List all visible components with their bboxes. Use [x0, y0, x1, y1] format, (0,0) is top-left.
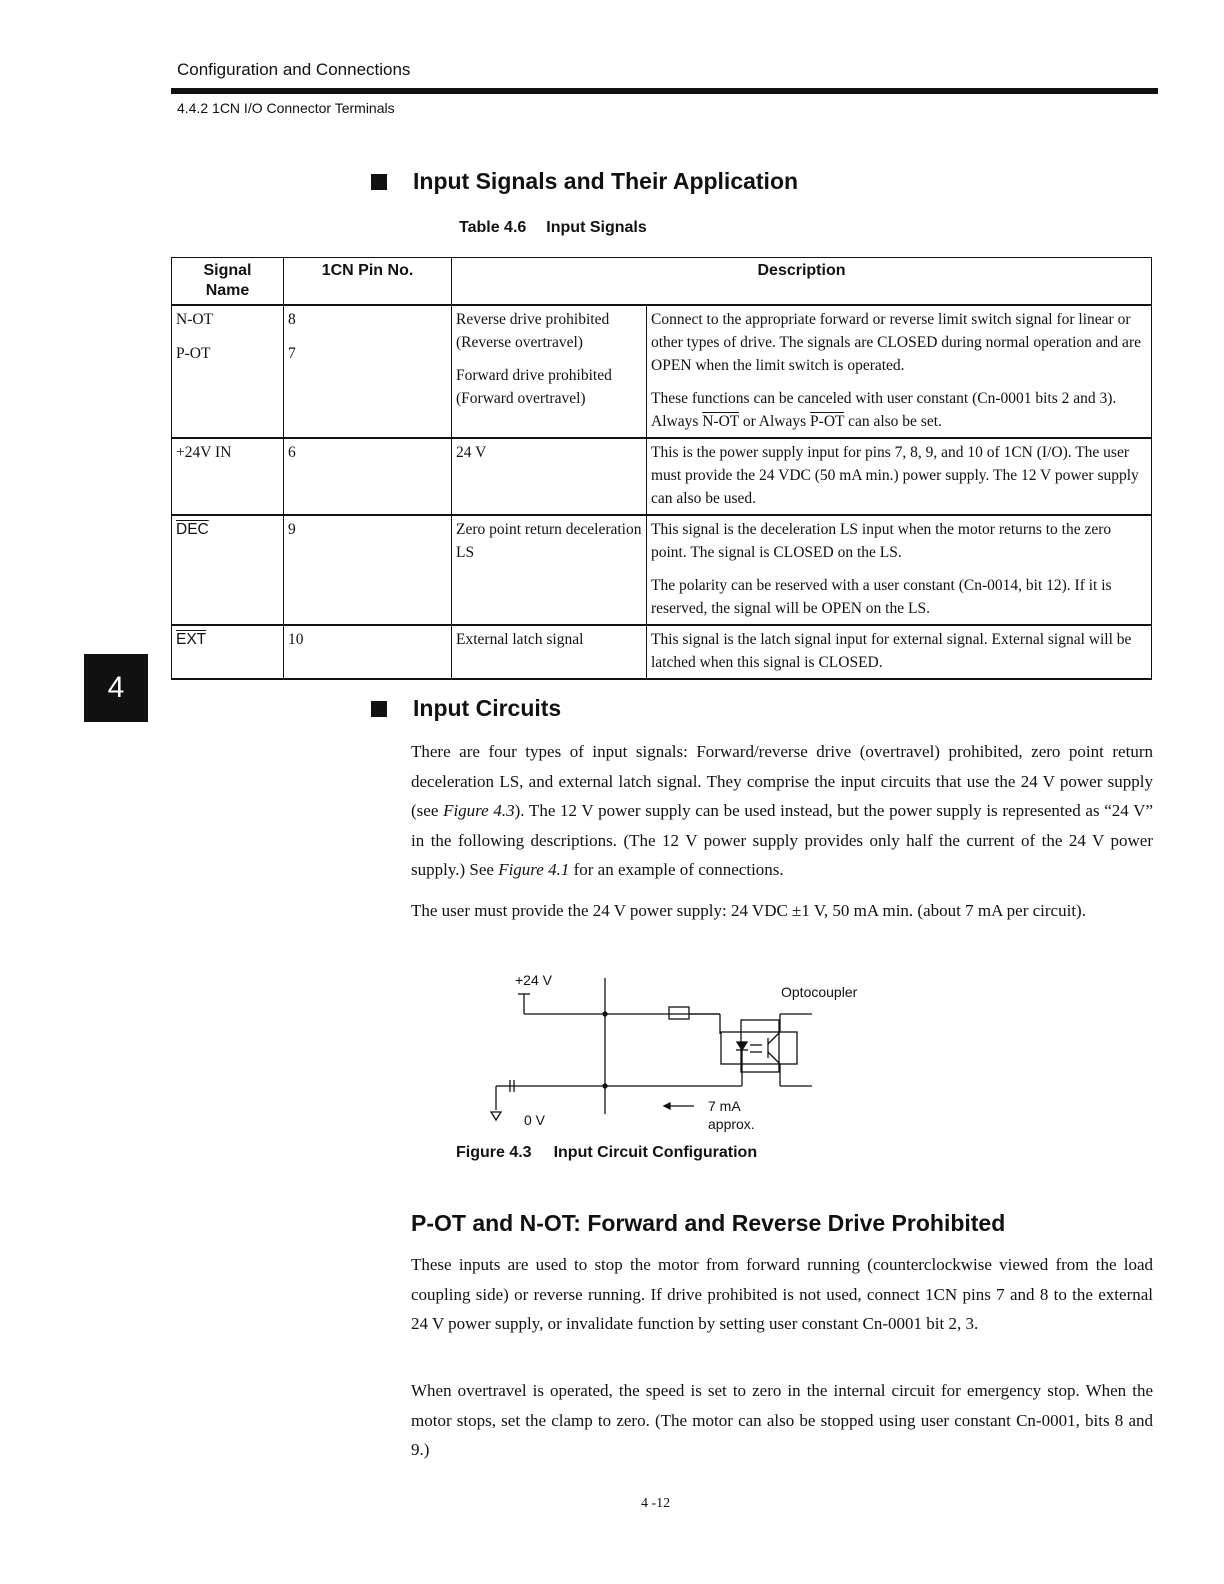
signal-name: P-OT	[176, 345, 211, 362]
signal-detail: These functions can be canceled with user constant (Cn-0001 bits 2 and 3). Always N-OT or Always P-OT can also be set.	[651, 390, 1117, 430]
pin-number: 6	[284, 438, 452, 515]
signal-name: +24V IN	[172, 438, 284, 515]
table-row	[172, 625, 1152, 679]
table-row	[172, 515, 1152, 625]
pin-number: 8	[288, 311, 296, 328]
table-caption-title: Input Signals	[546, 219, 647, 236]
square-bullet-icon	[371, 174, 387, 190]
input-circuits-paragraph: There are four types of input signals: Forward/reverse drive (overtravel) prohibited, zero point return deceleration LS, and external latch signal. They comprise the input circuits that use the 24 V power supply (see Figure 4.3). The 12 V power supply can be used instead, but the power supply is represented as “24 V” in the following descriptions. (The 12 V power supply provides only half the current of the 24 V power supply.) See Figure 4.1 for an example of connections.	[411, 742, 1153, 879]
signal-function: External latch signal	[452, 625, 647, 679]
signal-function: Reverse drive prohibited (Reverse overtravel)	[456, 311, 610, 351]
chapter-tab: 4	[84, 654, 148, 722]
column-header-pin: 1CN Pin No.	[284, 258, 452, 306]
signal-name: $\overline{EXT}$	[176, 631, 207, 648]
input-signals-table	[171, 257, 1152, 680]
table-row	[172, 438, 1152, 515]
overtravel-paragraph: When overtravel is operated, the speed is set to zero in the internal circuit for emergency stop. When the motor stops, set the clamp to zero. (The motor can also be stopped using user constant Cn-0001, bits 8 and 9.)	[411, 1381, 1153, 1459]
section-heading-input-circuits	[371, 695, 561, 722]
column-header-description: Description	[452, 258, 1152, 306]
section-heading-input-signals	[371, 168, 798, 195]
pin-number: 7	[288, 345, 296, 362]
power-supply-paragraph: The user must provide the 24 V power supply: 24 VDC ±1 V, 50 mA min. (about 7 mA per circuit).	[411, 901, 1086, 920]
table-caption-number: Table 4.6	[459, 219, 527, 236]
signal-detail: Connect to the appropriate forward or reverse limit switch signal for linear or other types of drive. The signals are CLOSED during normal operation and are OPEN when the limit switch is operated.	[651, 311, 1141, 374]
pin-number: 9	[284, 515, 452, 625]
signal-detail: This signal is the latch signal input for external signal. External signal will be latched when this signal is CLOSED.	[647, 625, 1152, 679]
figure-caption-number: Figure 4.3	[456, 1144, 532, 1161]
figure-label-24v: +24 V	[515, 972, 552, 988]
subsection-heading: P-OT and N-OT: Forward and Reverse Drive Prohibited	[411, 1210, 1006, 1236]
column-header-signal: Signal Name	[172, 258, 284, 306]
signal-function: Forward drive prohibited (Forward overtravel)	[456, 367, 612, 407]
signal-function: 24 V	[452, 438, 647, 515]
table-row	[172, 305, 1152, 438]
figure-label-optocoupler: Optocoupler	[781, 984, 858, 1000]
inverted-signal-label: P-OT	[810, 413, 845, 430]
inverted-signal-label: N-OT	[702, 413, 739, 430]
figure-label-current: 7 mA	[708, 1098, 741, 1114]
pin-number: 10	[284, 625, 452, 679]
section-heading-text: Input Circuits	[413, 695, 562, 721]
figure-reference: Figure 4.3	[443, 801, 515, 820]
drive-prohibited-paragraph: These inputs are used to stop the motor from forward running (counterclockwise viewed from the load coupling side) or reverse running. If drive prohibited is not used, connect 1CN pins 7 and 8 to the external 24 V power supply, or invalidate function by setting user constant Cn-0001 bit 2, 3.	[411, 1255, 1153, 1333]
input-circuit-figure	[480, 962, 900, 1142]
signal-name: N-OT	[176, 311, 214, 328]
signal-detail: This is the power supply input for pins 7, 8, 9, and 10 of 1CN (I/O). The user must provide the 24 VDC (50 mA min.) power supply. The 12 V power supply can also be used.	[647, 438, 1152, 515]
signal-name: $\overline{DEC}$	[176, 521, 209, 538]
running-header-subtitle: 4.4.2 1CN I/O Connector Terminals	[177, 100, 395, 116]
running-header-title: Configuration and Connections	[177, 60, 411, 79]
figure-caption-title: Input Circuit Configuration	[553, 1144, 758, 1161]
figure-label-approx: approx.	[708, 1116, 755, 1132]
signal-function: Zero point return deceleration LS	[452, 515, 647, 625]
page-number: 4 -12	[641, 1496, 671, 1511]
header-rule	[171, 88, 1158, 94]
figure-caption	[456, 1144, 757, 1162]
signal-detail: The polarity can be reserved with a user constant (Cn-0014, bit 12). If it is reserved, the signal will be OPEN on the LS.	[651, 577, 1112, 617]
section-heading-text: Input Signals and Their Application	[413, 168, 799, 194]
table-caption	[459, 219, 647, 237]
figure-label-0v: 0 V	[524, 1112, 546, 1128]
square-bullet-icon	[371, 701, 387, 717]
figure-reference: Figure 4.1	[498, 860, 570, 879]
signal-detail: This signal is the deceleration LS input when the motor returns to the zero point. The signal is CLOSED on the LS.	[651, 521, 1112, 561]
